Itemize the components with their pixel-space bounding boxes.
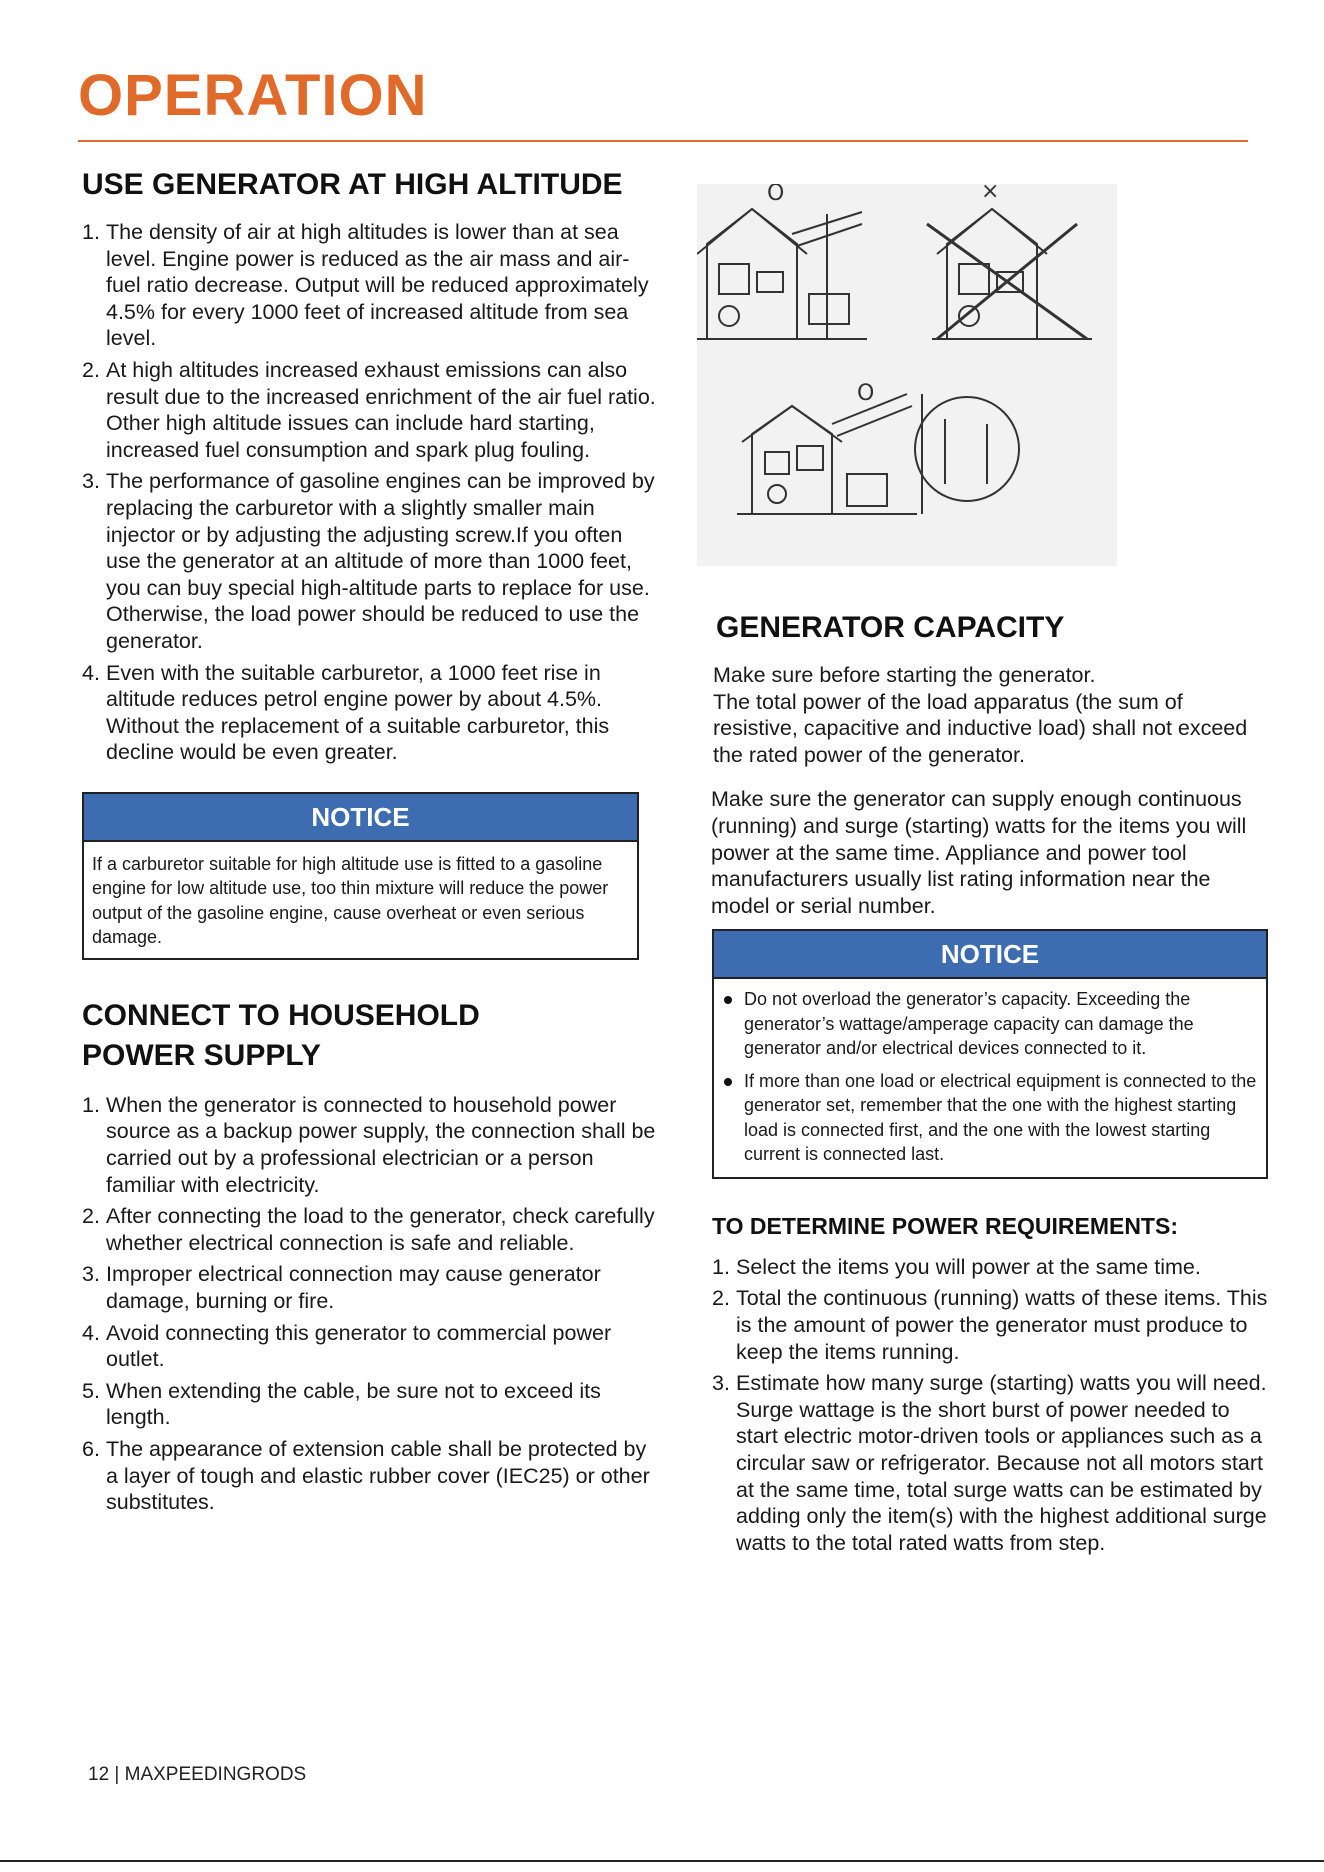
household-list (82, 1092, 662, 1516)
capacity-paragraph: Make sure the generator can supply enough continuous (running) and surge (starting) watts for the items you will power at the same time. Appliance and power tool manufacturers usually list rating information near the model or serial number. (711, 787, 1247, 918)
list-item: 1. The density of air at high altitudes is lower than at sea level. Engine power is reduced as the air mass and air-fuel ratio decrease. Output will be reduced approximately 4.5% for every 1000 feet of increased altitude from sea level. (82, 220, 649, 351)
requirements-heading: TO DETERMINE POWER REQUIREMENTS: (712, 1212, 1178, 1239)
footer-divider (0, 1860, 1324, 1862)
list-item: 4. Even with the suitable carburetor, a 1000 feet rise in altitude reduces petrol engine power by about 4.5%. Without the replacement of a suitable carburetor, this decline would be even greater. (82, 660, 610, 765)
list-item: 2. At high altitudes increased exhaust emissions can also result due to the increased enrichment of the air fuel ratio. Other high altitude issues can include hard starting, increased fuel consumption and spark plug fouling. (82, 357, 656, 462)
notice-text: If a carburetor suitable for high altitude use is fitted to a gasoline engine for low altitude use, too thin mixture will reduce the power output of the gasoline engine, cause overheat or even serious damage. (92, 853, 609, 948)
right-column (713, 608, 1273, 1561)
list-item: 3. The performance of gasoline engines can be improved by replacing the carburetor with a slightly smaller main injector or by adjusting the adjusting screw.If you often use the generator at an altitude of more than 1000 feet, you can buy special high-altitude parts to replace for use. Otherwise, the load power should be reduced to use the generator. (82, 469, 655, 653)
correct-mark-icon: O (857, 381, 875, 406)
high-altitude-heading: USE GENERATOR AT HIGH ALTITUDE (82, 168, 623, 201)
bullet-icon (724, 996, 732, 1004)
house-wiring-illustration (697, 184, 1117, 566)
correct-mark-icon: O (767, 184, 785, 206)
title-divider (78, 140, 1248, 142)
high-altitude-notice (82, 792, 639, 960)
high-altitude-list (82, 219, 662, 766)
list-item: 5. When extending the cable, be sure not to exceed its length. (82, 1378, 601, 1430)
page-footer: 12 | MAXPEEDINGRODS (88, 1764, 307, 1785)
list-item: 4. Avoid connecting this generator to commercial power outlet. (82, 1320, 612, 1372)
bullet-icon (724, 1078, 732, 1086)
capacity-heading: GENERATOR CAPACITY (716, 611, 1065, 644)
list-item: 6. The appearance of extension cable shall be protected by a layer of tough and elastic rubber cover (IEC25) or other substitutes. (82, 1437, 650, 1515)
household-heading: CONNECT TO HOUSEHOLD POWER SUPPLY (82, 998, 480, 1072)
list-item: 2. After connecting the load to the generator, check carefully whether electrical connection is safe and reliable. (82, 1204, 655, 1255)
wiring-diagram (697, 184, 1117, 566)
list-item: Do not overload the generator’s capacity. Exceeding the generator’s wattage/amperage capacity can damage the generator and/or electrical devices connected to it. (718, 987, 1258, 1061)
capacity-intro: Make sure before starting the generator. The total power of the load apparatus (the sum of resistive, capacitive and inductive load) shall not exceed the rated power of the generator. (713, 663, 1248, 767)
notice-bullets (718, 987, 1258, 1167)
notice-label: NOTICE (714, 931, 1266, 979)
incorrect-mark-icon: × (981, 184, 1000, 204)
capacity-notice (712, 929, 1268, 1179)
requirements-list (712, 1254, 1273, 1557)
page-title: OPERATION (78, 63, 428, 128)
list-item: 1. When the generator is connected to household power source as a backup power supply, the connection shall be carried out by a professional electrician or a person familiar with electricity. (82, 1092, 656, 1197)
list-item: 2. Total the continuous (running) watts of these items. This is the amount of power the generator must produce to keep the items running. (712, 1286, 1268, 1364)
list-item: 3. Improper electrical connection may cause generator damage, burning or fire. (82, 1262, 601, 1314)
list-item: 3. Estimate how many surge (starting) watts you will need. Surge wattage is the short burst of power needed to start electric motor-driven tools or appliances such as a circular saw or refrigerator. Because not all motors start at the same time, total surge watts can be estimated by adding only the item(s) with the highest additional surge watts to the total rated watts from step. (712, 1371, 1267, 1555)
list-item: If more than one load or electrical equipment is connected to the generator set, remember that the one with the highest starting load is connected first, and the one with the lowest starting current is connected last. (718, 1069, 1258, 1167)
left-column (82, 165, 662, 1521)
list-item: 1. Select the items you will power at the same time. (712, 1254, 1201, 1279)
notice-label: NOTICE (84, 794, 637, 842)
